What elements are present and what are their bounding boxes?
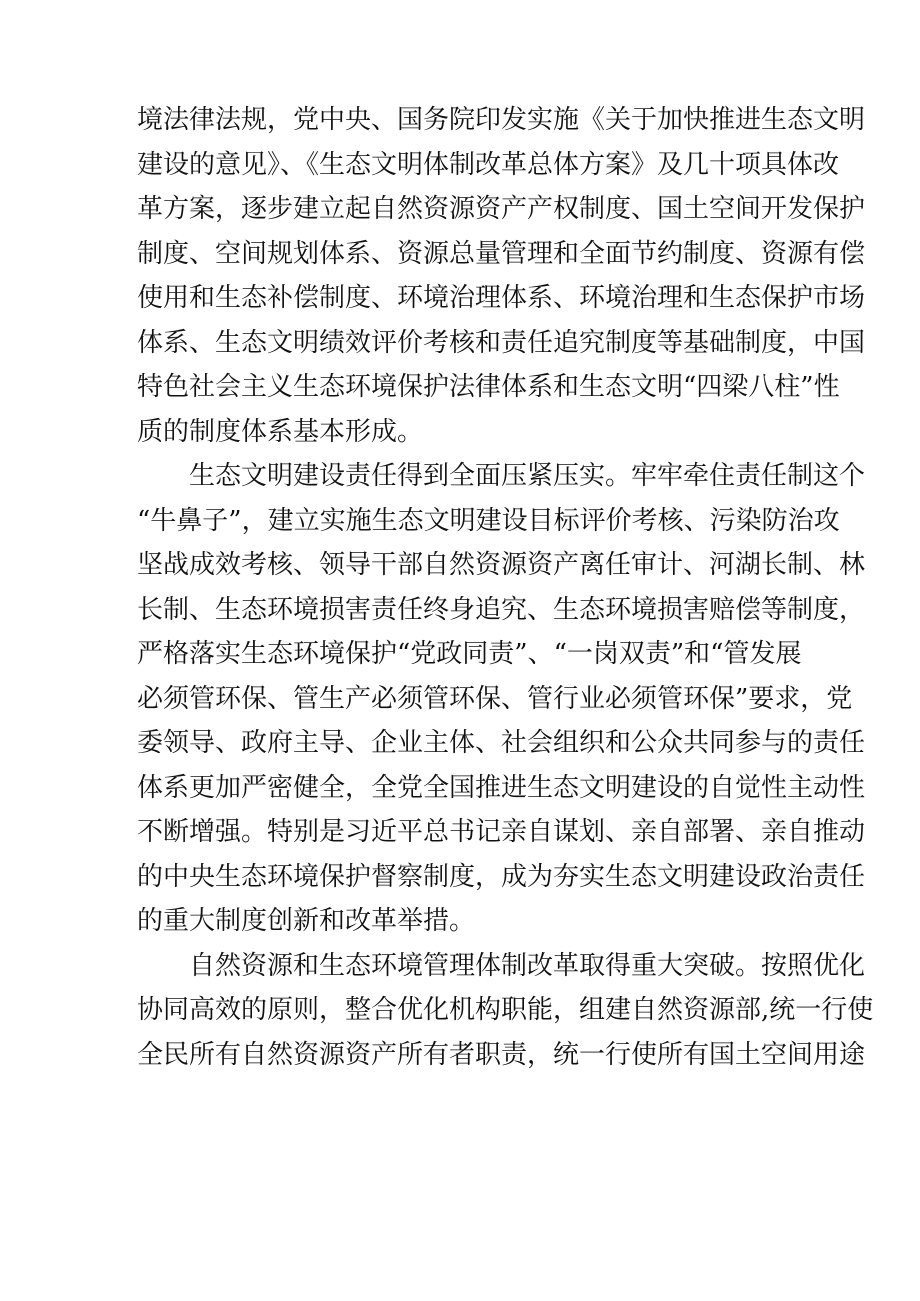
text-line: 委领导、政府主导、企业主体、社会组织和公众共同参与的责任 bbox=[137, 728, 866, 758]
paragraph-1 bbox=[137, 98, 866, 454]
text-line: 体系、生态文明绩效评价考核和责任追究制度等基础制度，中国 bbox=[137, 327, 866, 358]
text-line: 长制、生态环境损害责任终身追究、生态环境损害赔偿等制度， bbox=[137, 594, 866, 625]
text-line: 制度、空间规划体系、资源总量管理和全面节约制度、资源有偿 bbox=[137, 238, 866, 269]
document-body bbox=[137, 98, 874, 1077]
text-line: 使用和生态补偿制度、环境治理体系、环境治理和生态保护市场 bbox=[137, 283, 866, 313]
text-line: 建设的意见》、《生态文明体制改革总体方案》及几十项具体改 bbox=[137, 149, 840, 180]
text-line: 坚战成效考核、领导干部自然资源资产离任审计、河湖长制、林 bbox=[137, 550, 866, 580]
text-line: 自然资源和生态环境管理体制改革取得重大突破。按照优化 bbox=[189, 950, 866, 981]
text-line: 严格落实生态环境保护“党政同责”、“一岗双责”和“管发展 bbox=[137, 639, 802, 669]
text-line: 协同高效的原则，整合优化机构职能，组建自然资源部,统一行使 bbox=[137, 995, 874, 1025]
text-line: 特色社会主义生态环境保护法律体系和生态文明“四梁八柱”性 bbox=[137, 372, 840, 402]
text-line: 体系更加严密健全，全党全国推进生态文明建设的自觉性主动性 bbox=[137, 772, 866, 803]
text-line: “牛鼻子”，建立实施生态文明建设目标评价考核、污染防治攻 bbox=[137, 505, 840, 536]
text-line: 的中央生态环境保护督察制度，成为夯实生态文明建设政治责任 bbox=[137, 861, 866, 892]
paragraph-3 bbox=[137, 944, 874, 1078]
text-line: 必须管环保、管生产必须管环保、管行业必须管环保”要求，党 bbox=[137, 683, 853, 714]
text-line: 不断增强。特别是习近平总书记亲自谋划、亲自部署、亲自推动 bbox=[137, 817, 866, 847]
text-line: 的重大制度创新和改革举措。 bbox=[137, 906, 476, 936]
paragraph-2 bbox=[137, 454, 866, 944]
text-line: 境法律法规，党中央、国务院印发实施《关于加快推进生态文明 bbox=[137, 105, 866, 135]
text-line: 革方案，逐步建立起自然资源资产产权制度、国土空间开发保护 bbox=[137, 194, 866, 224]
text-line: 质的制度体系基本形成。 bbox=[137, 416, 424, 447]
text-line: 全民所有自然资源资产所有者职责，统一行使所有国土空间用途 bbox=[137, 1039, 866, 1070]
text-line: 生态文明建设责任得到全面压紧压实。牢牢牵住责任制这个 bbox=[189, 461, 866, 491]
